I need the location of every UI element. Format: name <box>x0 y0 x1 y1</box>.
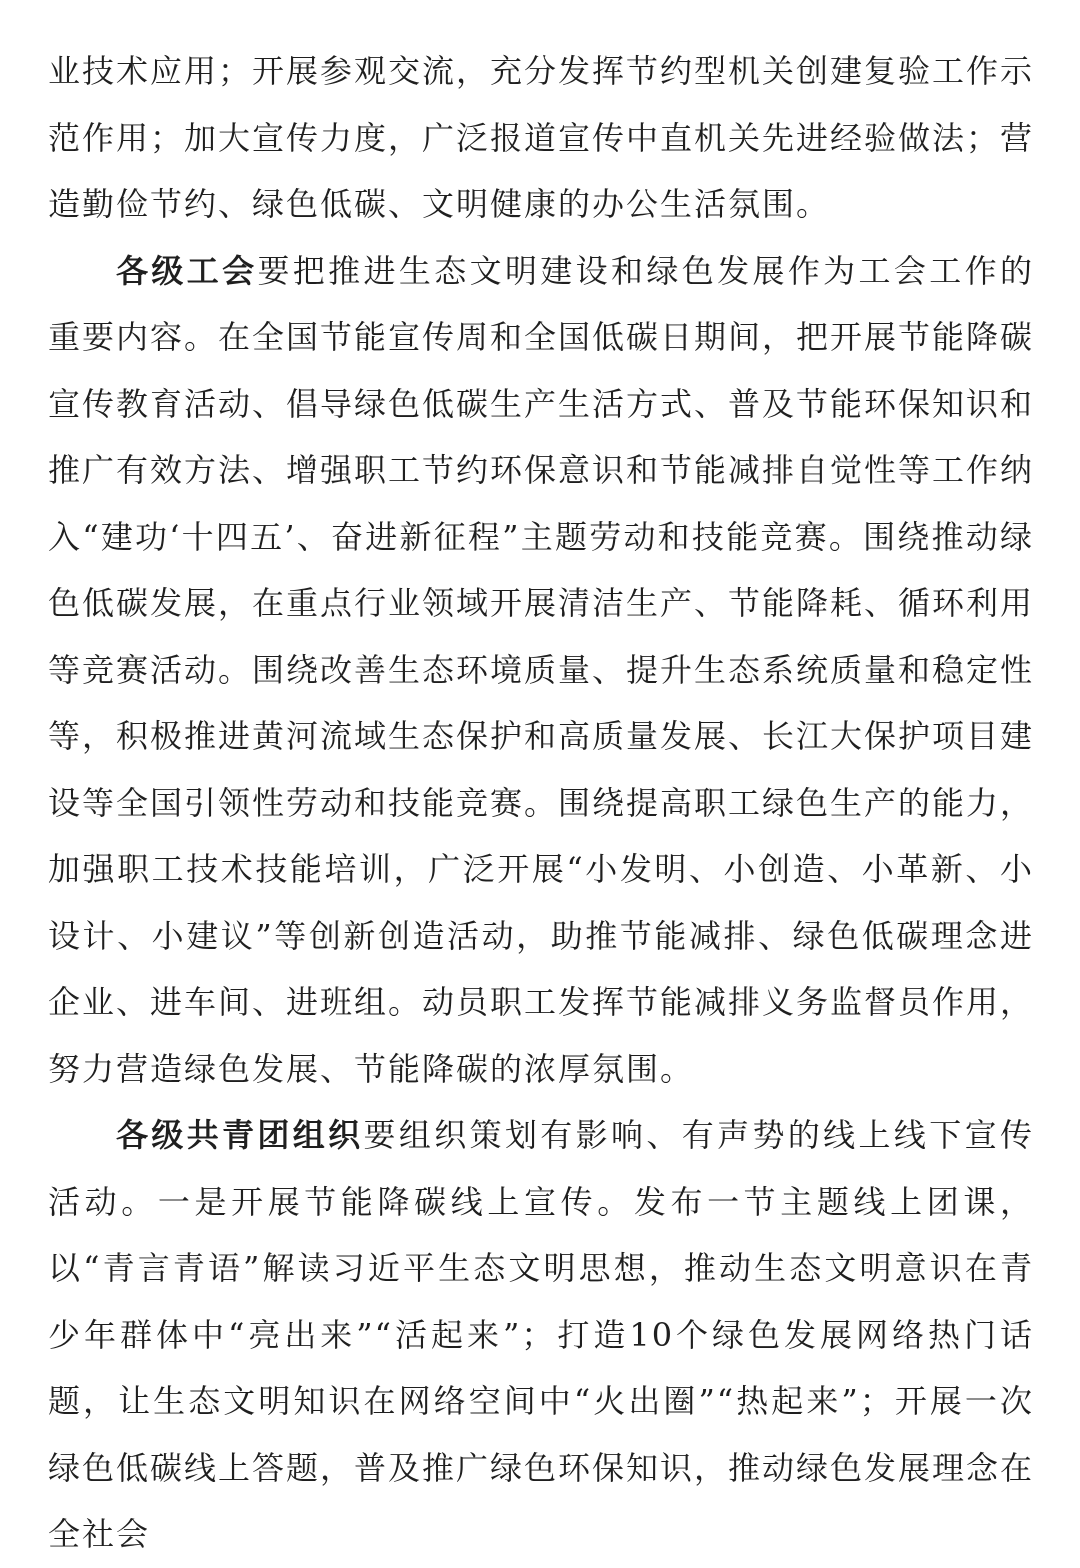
paragraph-2 <box>48 238 1034 1103</box>
paragraph-3 <box>48 1102 1034 1568</box>
paragraph-1-text: 业技术应用；开展参观交流，充分发挥节约型机关创建复验工作示范作用；加大宣传力度，广泛报道宣传中直机关先进经验做法；营造勤俭节约、绿色低碳、文明健康的办公生活氛围。 <box>48 52 1035 223</box>
paragraph-3-text: 要组织策划有影响、有声势的线上线下宣传活动。一是开展节能降碳线上宣传。发布一节主题线上团课，以“青言青语”解读习近平生态文明思想，推动生态文明意识在青少年群体中“亮出来”“活起来”；打造10个绿色发展网络热门话题，让生态文明知识在网络空间中“火出圈”“热起来”；开展一次绿色低碳线上答题，普及推广绿色环保知识，推动绿色发展理念在全社会 <box>48 1116 1035 1553</box>
paragraph-3-lead: 各级共青团组织 <box>116 1116 364 1154</box>
paragraph-2-text: 要把推进生态文明建设和绿色发展作为工会工作的重要内容。在全国节能宣传周和全国低碳日期间，把开展节能降碳宣传教育活动、倡导绿色低碳生产生活方式、普及节能环保知识和推广有效方法、增强职工节约环保意识和节能减排自觉性等工作纳入“建功‘十四五’、奋进新征程”主题劳动和技能竞赛。围绕推动绿色低碳发展，在重点行业领域开展清洁生产、节能降耗、循环利用等竞赛活动。围绕改善生态环境质量、提升生态系统质量和稳定性等，积极推进黄河流域生态保护和高质量发展、长江大保护项目建设等全国引领性劳动和技能竞赛。围绕提高职工绿色生产的能力，加强职工技术技能培训，广泛开展“小发明、小创造、小革新、小设计、小建议”等创新创造活动，助推节能减排、绿色低碳理念进企业、进车间、进班组。动员职工发挥节能减排义务监督员作用，努力营造绿色发展、节能降碳的浓厚氛围。 <box>48 251 1035 1088</box>
paragraph-2-lead: 各级工会 <box>116 251 258 290</box>
paragraph-1 <box>48 38 1034 238</box>
